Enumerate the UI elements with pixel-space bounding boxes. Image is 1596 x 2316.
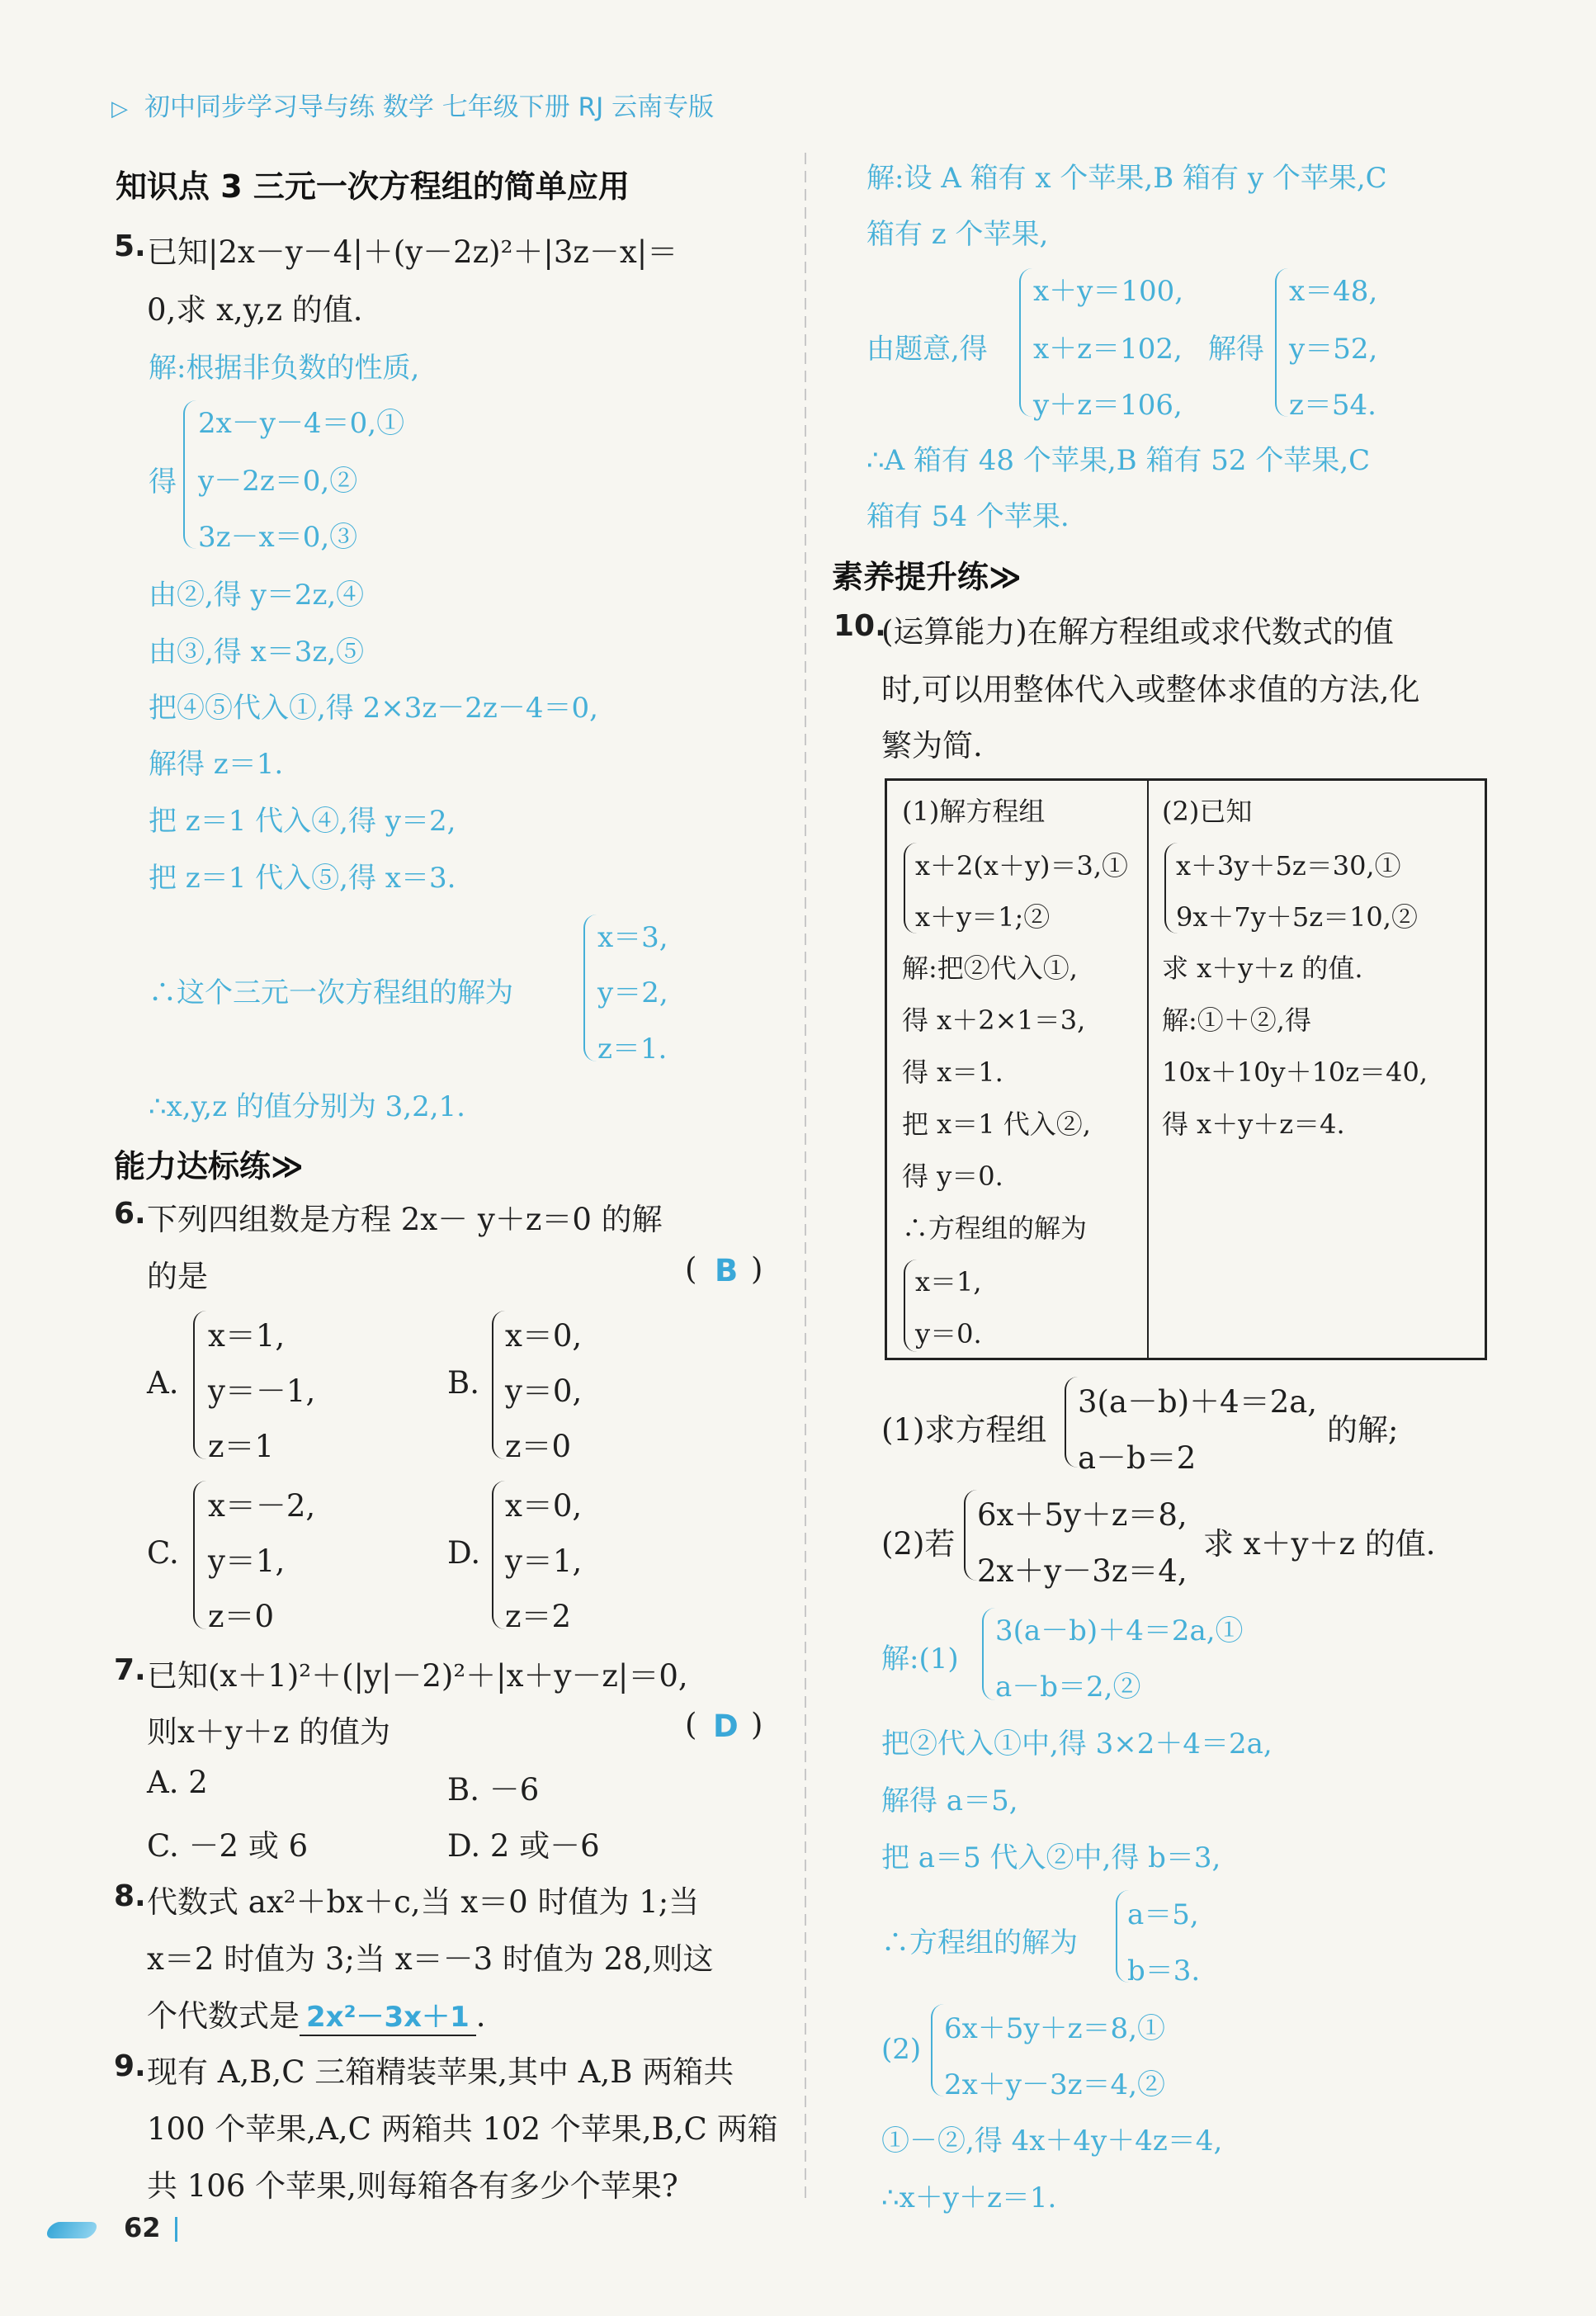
q5-result-brace	[583, 915, 597, 1061]
q5-r1: x＝3,	[597, 921, 668, 954]
q9-sol-e1: x＋y＝100,	[1033, 275, 1184, 308]
sol-brace-1	[982, 1608, 995, 1700]
q5-step3: 把④⑤代入①,得 2×3z－2z－4＝0,	[149, 692, 598, 725]
q6-d1: x＝0,	[505, 1488, 583, 1524]
p2-post: 求 x＋y＋z 的值.	[1203, 1526, 1436, 1562]
q7-answer: D	[713, 1709, 739, 1744]
q6-a2: y＝－1,	[208, 1373, 316, 1409]
q9-line2: 100 个苹果,A,C 两箱共 102 个苹果,B,C 两箱	[147, 2111, 778, 2147]
sol-p2-label: (2)	[881, 2033, 922, 2066]
p1-e2: a－b＝2	[1078, 1440, 1197, 1476]
q5-step8: ∴x,y,z 的值分别为 3,2,1.	[149, 1090, 465, 1123]
footer-bar	[175, 2217, 177, 2242]
q6-option-c-label: C.	[147, 1535, 179, 1571]
q9-sol-e2: x＋z＝102,	[1033, 333, 1183, 366]
q6-c3: z＝0	[208, 1599, 275, 1634]
column-divider	[805, 153, 806, 2200]
q6-b1: x＝0,	[505, 1318, 583, 1354]
p1-pre: (1)求方程组	[881, 1412, 1047, 1448]
table-right-s3: 10x＋10y＋10z＝40,	[1162, 1056, 1428, 1088]
q9-sol-r2: y＝52,	[1289, 333, 1378, 366]
q9-sol-line1: 解:设 A 箱有 x 个苹果,B 箱有 y 个苹果,C	[866, 162, 1387, 195]
table-left-r2: y＝0.	[915, 1318, 982, 1349]
q6-answer: B	[715, 1253, 739, 1288]
q9-number: 9.	[114, 2049, 146, 2083]
sol-e1: 3(a－b)＋4＝2a,①	[995, 1614, 1244, 1647]
q5-system-brace	[183, 400, 196, 549]
page-number: 62	[124, 2212, 161, 2243]
q6-d3: z＝2	[505, 1599, 572, 1634]
q10-number: 10.	[833, 609, 886, 643]
table-left-r1: x＝1,	[915, 1266, 982, 1297]
improve-title: 素养提升练≫	[832, 559, 1022, 595]
sol-s1: 把②代入①中,得 3×2＋4＝2a,	[881, 1728, 1273, 1761]
table-divider	[1147, 781, 1149, 1358]
q5-number: 5.	[114, 229, 146, 263]
q6-option-b-brace	[492, 1311, 505, 1459]
q6-option-c-brace	[193, 1481, 206, 1629]
sol-f2: 2x＋y－3z＝4,②	[944, 2068, 1165, 2101]
q8-number: 8.	[114, 1879, 146, 1913]
q6-c2: y＝1,	[208, 1543, 286, 1579]
table-left-e1: x＋2(x＋y)＝3,①	[915, 850, 1129, 881]
q5-step4: 解得 z＝1.	[149, 748, 284, 781]
q9-sol-line2: 箱有 z 个苹果,	[866, 218, 1049, 251]
p2-pre: (2)若	[881, 1526, 956, 1562]
table-right-s1: 求 x＋y＋z 的值.	[1162, 952, 1363, 984]
q7-number: 7.	[114, 1653, 146, 1687]
q9-sol-conclusion1: ∴A 箱有 48 个苹果,B 箱有 52 个苹果,C	[866, 444, 1371, 477]
p2-e2: 2x＋y－3z＝4,	[977, 1553, 1188, 1589]
q7-option-b: B. －6	[447, 1772, 540, 1808]
q5-get: 得	[149, 466, 177, 499]
q6-d2: y＝1,	[505, 1543, 583, 1579]
table-right-title: (2)已知	[1162, 796, 1253, 827]
q5-line2: 0,求 x,y,z 的值.	[147, 292, 363, 328]
q5-r3: z＝1.	[597, 1033, 668, 1066]
q9-sol-result-brace	[1275, 268, 1288, 417]
q9-line1: 现有 A,B,C 三箱精装苹果,其中 A,B 两箱共	[147, 2054, 734, 2090]
table-left-e2: x＋y＝1;②	[915, 901, 1051, 933]
p1-post: 的解;	[1327, 1412, 1399, 1448]
q5-r2: y＝2,	[597, 976, 668, 1009]
header-text: 初中同步学习导与练 数学 七年级下册 RJ 云南专版	[144, 92, 715, 122]
q5-eq1: 2x－y－4＝0,①	[198, 407, 405, 440]
q7-paren-left: (	[685, 1707, 697, 1742]
p2-e1: 6x＋5y＋z＝8,	[977, 1497, 1188, 1533]
table-left-s3: 得 x＝1.	[902, 1056, 1003, 1088]
sol-r1: a＝5,	[1127, 1898, 1199, 1931]
q9-sol-r1: x＝48,	[1289, 275, 1378, 308]
q8-answer: 2x²－3x＋1	[300, 1994, 476, 2036]
table-left-title: (1)解方程组	[902, 796, 1046, 827]
ability-title: 能力达标练≫	[114, 1148, 304, 1184]
sol-s4: ∴方程组的解为	[881, 1926, 1078, 1959]
q6-c1: x＝－2,	[208, 1488, 316, 1524]
q6-option-a-brace	[193, 1311, 206, 1459]
p2-brace	[964, 1490, 977, 1581]
q7-line2: 则x＋y＋z 的值为	[147, 1714, 391, 1750]
play-triangle-icon: ▷	[111, 97, 128, 121]
q9-sol-e3: y＋z＝106,	[1033, 389, 1183, 422]
q5-step5: 把 z＝1 代入④,得 y＝2,	[149, 805, 456, 838]
q8-line1: 代数式 ax²＋bx＋c,当 x＝0 时值为 1;当	[147, 1884, 700, 1920]
q5-eq2: y－2z＝0,②	[198, 465, 358, 498]
example-table	[885, 778, 1487, 1360]
q9-sol-conclusion2: 箱有 54 个苹果.	[866, 500, 1070, 533]
running-header	[111, 86, 714, 123]
q9-line3: 共 106 个苹果,则每箱各有多少个苹果?	[147, 2168, 678, 2204]
table-left-s1: 解:把②代入①,	[902, 952, 1078, 984]
q6-paren-right: )	[751, 1251, 763, 1287]
sol-r2: b＝3.	[1127, 1954, 1201, 1988]
q6-option-a-label: A.	[147, 1365, 179, 1401]
q6-number: 6.	[114, 1197, 146, 1231]
table-right-s2: 解:①＋②,得	[1162, 1004, 1311, 1036]
table-left-s5: 得 y＝0.	[902, 1160, 1003, 1192]
q5-step1: 由②,得 y＝2z,④	[149, 579, 365, 612]
sol-e2: a－b＝2,②	[995, 1671, 1141, 1704]
q6-line1: 下列四组数是方程 2x－ y＋z＝0 的解	[147, 1202, 663, 1237]
p1-e1: 3(a－b)＋4＝2a,	[1078, 1384, 1318, 1420]
q6-option-d-label: D.	[447, 1535, 481, 1571]
sol-s3: 把 a＝5 代入②中,得 b＝3,	[881, 1841, 1221, 1874]
q10-line3: 繁为简.	[881, 728, 983, 763]
q9-sol-r3: z＝54.	[1289, 389, 1376, 422]
table-left-s4: 把 x＝1 代入②,	[902, 1108, 1091, 1140]
sol-s5: ①－②,得 4x＋4y＋4z＝4,	[881, 2125, 1223, 2158]
q9-sol-by: 由题意,得	[866, 333, 988, 366]
q5-step6: 把 z＝1 代入⑤,得 x＝3.	[149, 862, 456, 895]
sol-s2: 解得 a＝5,	[881, 1784, 1018, 1817]
sol-s6: ∴x＋y＋z＝1.	[881, 2181, 1057, 2214]
p1-brace	[1065, 1377, 1078, 1468]
q5-line1: 已知|2x－y－4|＋(y－2z)²＋|3z－x|＝	[147, 234, 678, 270]
q6-option-b-label: B.	[447, 1365, 479, 1401]
q7-line1: 已知(x＋1)²＋(|y|－2)²＋|x＋y－z|＝0,	[147, 1658, 688, 1694]
q8-line3-pre: 个代数式是	[147, 1998, 300, 2034]
q5-step2: 由③,得 x＝3z,⑤	[149, 636, 365, 669]
q9-sol-solve: 解得	[1208, 333, 1264, 366]
table-left-s6: ∴方程组的解为	[902, 1212, 1088, 1244]
footer-logo-icon	[44, 2222, 99, 2238]
table-right-s4: 得 x＋y＋z＝4.	[1162, 1108, 1345, 1140]
q8-line2: x＝2 时值为 3;当 x＝－3 时值为 28,则这	[147, 1941, 714, 1977]
q10-line2: 时,可以用整体代入或整体求值的方法,化	[881, 672, 1420, 707]
q8-line3	[147, 1991, 486, 2036]
q7-paren-right: )	[751, 1707, 763, 1742]
q10-line1: (运算能力)在解方程组或求代数式的值	[881, 614, 1394, 650]
q9-sol-system-brace	[1019, 268, 1032, 417]
table-right-e1: x＋3y＋5z＝30,①	[1176, 850, 1401, 881]
table-left-s2: 得 x＋2×1＝3,	[902, 1004, 1086, 1036]
sol-f1: 6x＋5y＋z＝8,①	[944, 2012, 1165, 2045]
q6-b3: z＝0	[505, 1429, 572, 1464]
q6-b2: y＝0,	[505, 1373, 583, 1409]
q6-a1: x＝1,	[208, 1318, 286, 1354]
q6-line2: 的是	[147, 1259, 208, 1294]
section-title: 知识点 3 三元一次方程组的简单应用	[116, 168, 630, 205]
q7-option-a: A. 2	[147, 1765, 208, 1800]
q6-option-d-brace	[492, 1481, 505, 1629]
q5-sol-intro: 解:根据非负数的性质,	[149, 352, 420, 385]
table-right-e2: 9x＋7y＋5z＝10,②	[1176, 901, 1418, 933]
q7-option-c: C. －2 或 6	[147, 1828, 309, 1864]
sol-brace-2	[931, 2004, 944, 2096]
q7-option-d: D. 2 或－6	[447, 1828, 600, 1864]
q5-step7: ∴这个三元一次方程组的解为	[149, 976, 513, 1009]
q6-paren-left: (	[685, 1251, 697, 1287]
q5-eq3: 3z－x＝0,③	[198, 521, 358, 554]
sol-label: 解:(1)	[881, 1642, 959, 1676]
q8-line3-post: .	[475, 1998, 486, 2034]
q6-a3: z＝1	[208, 1429, 275, 1464]
